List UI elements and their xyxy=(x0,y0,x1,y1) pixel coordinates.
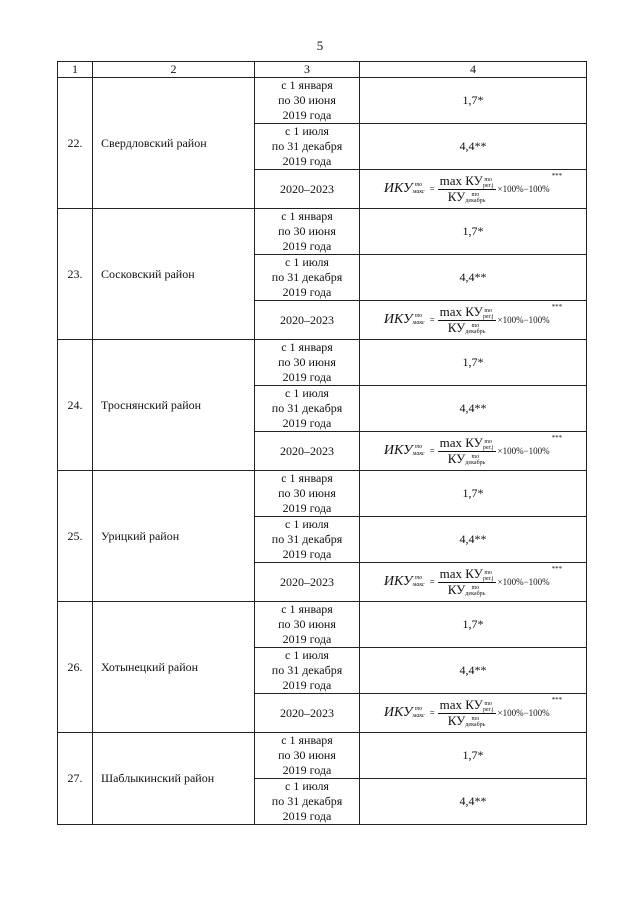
formula-lhs-sup: mo xyxy=(414,181,423,188)
index-value: 4,4** xyxy=(360,517,587,563)
header-col-4: 4 xyxy=(360,62,587,78)
formula-den-sup: mo xyxy=(471,191,480,198)
formula-fraction xyxy=(438,698,496,727)
formula-den-sub: декабрь xyxy=(465,328,486,335)
index-value: 4,4** xyxy=(360,386,587,432)
table-body xyxy=(58,78,587,825)
formula-lhs xyxy=(384,312,425,328)
period-cell: с 1 июля по 31 декабря 2019 года xyxy=(255,386,360,432)
period-cell: с 1 января по 30 июня 2019 года xyxy=(255,733,360,779)
formula-den-sub: декабрь xyxy=(465,459,486,466)
period-cell: 2020–2023 xyxy=(255,563,360,602)
formula-lhs-sub: макс xyxy=(412,188,425,195)
formula-lhs-sub: макс xyxy=(412,319,425,326)
formula-denominator xyxy=(448,190,486,204)
formula-lhs-sub: макс xyxy=(412,450,425,457)
formula-den-text: КУ xyxy=(447,450,466,466)
index-value: 1,7* xyxy=(360,471,587,517)
table-row xyxy=(58,471,587,517)
formula-num-sub: рег.j xyxy=(482,575,494,582)
formula-equals: = xyxy=(429,446,435,456)
formula-num-sup: mo xyxy=(484,569,493,576)
period-cell: с 1 января по 30 июня 2019 года xyxy=(255,340,360,386)
formula-lhs-text: ИКУ xyxy=(383,574,413,589)
formula-num-text: max КУ xyxy=(439,435,483,451)
table-row xyxy=(58,78,587,124)
formula-lhs-text: ИКУ xyxy=(383,705,413,720)
formula-numerator xyxy=(438,567,496,582)
formula-lhs-text: ИКУ xyxy=(383,181,413,196)
formula-numerator xyxy=(438,436,496,451)
formula-den-text: КУ xyxy=(447,319,466,335)
table-row xyxy=(58,209,587,255)
formula-num-sup: mo xyxy=(484,176,493,183)
period-cell: 2020–2023 xyxy=(255,301,360,340)
formula-footnote-mark: *** xyxy=(551,565,563,574)
period-cell: с 1 января по 30 июня 2019 года xyxy=(255,602,360,648)
formula-tail: ×100%−100% xyxy=(497,577,550,587)
index-value: 1,7* xyxy=(360,733,587,779)
formula-num-sup: mo xyxy=(484,438,493,445)
period-cell: с 1 января по 30 июня 2019 года xyxy=(255,78,360,124)
index-formula xyxy=(360,174,586,203)
formula-lhs xyxy=(384,574,425,590)
formula-fraction xyxy=(438,305,496,334)
formula-lhs-text: ИКУ xyxy=(383,443,413,458)
row-number: 26. xyxy=(58,602,93,733)
formula-den-sup: mo xyxy=(471,715,480,722)
formula-numerator xyxy=(438,305,496,320)
index-formula xyxy=(360,305,586,334)
formula-equals: = xyxy=(429,708,435,718)
period-cell: 2020–2023 xyxy=(255,432,360,471)
header-col-2: 2 xyxy=(93,62,255,78)
header-col-1: 1 xyxy=(58,62,93,78)
formula-tail: ×100%−100% xyxy=(497,708,550,718)
index-value: 1,7* xyxy=(360,78,587,124)
formula-num-text: max КУ xyxy=(439,173,483,189)
formula-lhs-sub: макс xyxy=(412,581,425,588)
period-cell: с 1 июля по 31 декабря 2019 года xyxy=(255,124,360,170)
district-name: Троснянский район xyxy=(93,340,255,471)
formula-lhs-sup: mo xyxy=(414,443,423,450)
formula-tail: ×100%−100% xyxy=(497,446,550,456)
formula-lhs-text: ИКУ xyxy=(383,312,413,327)
period-cell: 2020–2023 xyxy=(255,170,360,209)
formula-tail: ×100%−100% xyxy=(497,315,550,325)
formula-fraction xyxy=(438,436,496,465)
formula-den-sup: mo xyxy=(471,584,480,591)
row-number: 25. xyxy=(58,471,93,602)
formula-footnote-mark: *** xyxy=(551,696,563,705)
row-number: 22. xyxy=(58,78,93,209)
formula-numerator xyxy=(438,174,496,189)
formula-lhs-sub: макс xyxy=(412,712,425,719)
formula-lhs-sup: mo xyxy=(414,312,423,319)
table-row xyxy=(58,340,587,386)
index-formula xyxy=(360,698,586,727)
formula-denominator xyxy=(448,583,486,597)
formula-cell xyxy=(360,301,587,340)
formula-num-sub: рег.j xyxy=(482,313,494,320)
formula-num-sub: рег.j xyxy=(482,706,494,713)
formula-denominator xyxy=(448,452,486,466)
header-col-3: 3 xyxy=(255,62,360,78)
formula-num-sup: mo xyxy=(484,307,493,314)
formula-denominator xyxy=(448,321,486,335)
formula-tail: ×100%−100% xyxy=(497,184,550,194)
index-value: 1,7* xyxy=(360,209,587,255)
formula-equals: = xyxy=(429,315,435,325)
formula-den-sup: mo xyxy=(471,453,480,460)
formula-num-text: max КУ xyxy=(439,304,483,320)
formula-denominator xyxy=(448,714,486,728)
formula-num-sup: mo xyxy=(484,700,493,707)
table-row xyxy=(58,602,587,648)
formula-lhs xyxy=(384,181,425,197)
header-row xyxy=(58,62,587,78)
formula-footnote-mark: *** xyxy=(551,434,563,443)
formula-lhs xyxy=(384,443,425,459)
index-value: 1,7* xyxy=(360,602,587,648)
formula-den-text: КУ xyxy=(447,581,466,597)
row-number: 24. xyxy=(58,340,93,471)
formula-cell xyxy=(360,563,587,602)
formula-lhs-sup: mo xyxy=(414,705,423,712)
page-number: 5 xyxy=(316,38,324,53)
formula-footnote-mark: *** xyxy=(551,172,563,181)
formula-cell xyxy=(360,170,587,209)
formula-den-text: КУ xyxy=(447,712,466,728)
formula-num-text: max КУ xyxy=(439,566,483,582)
formula-den-sub: декабрь xyxy=(465,721,486,728)
index-value: 4,4** xyxy=(360,779,587,825)
formula-lhs-sup: mo xyxy=(414,574,423,581)
period-cell: с 1 января по 30 июня 2019 года xyxy=(255,209,360,255)
formula-equals: = xyxy=(429,577,435,587)
formula-equals: = xyxy=(429,184,435,194)
district-name: Свердловский район xyxy=(93,78,255,209)
period-cell: с 1 января по 30 июня 2019 года xyxy=(255,471,360,517)
index-formula xyxy=(360,436,586,465)
row-number: 23. xyxy=(58,209,93,340)
formula-num-sub: рег.j xyxy=(482,182,494,189)
district-name: Сосковский район xyxy=(93,209,255,340)
district-name: Урицкий район xyxy=(93,471,255,602)
formula-cell xyxy=(360,694,587,733)
formula-lhs xyxy=(384,705,425,721)
formula-den-sub: декабрь xyxy=(465,197,486,204)
formula-fraction xyxy=(438,174,496,203)
table-row xyxy=(58,733,587,779)
formula-den-text: КУ xyxy=(447,188,466,204)
district-name: Хотынецкий район xyxy=(93,602,255,733)
period-cell: 2020–2023 xyxy=(255,694,360,733)
formula-den-sub: декабрь xyxy=(465,590,486,597)
index-formula xyxy=(360,567,586,596)
period-cell: с 1 июля по 31 декабря 2019 года xyxy=(255,648,360,694)
index-value: 1,7* xyxy=(360,340,587,386)
formula-fraction xyxy=(438,567,496,596)
district-name: Шаблыкинский район xyxy=(93,733,255,825)
formula-numerator xyxy=(438,698,496,713)
index-value: 4,4** xyxy=(360,648,587,694)
formula-den-sup: mo xyxy=(471,322,480,329)
formula-num-text: max КУ xyxy=(439,697,483,713)
row-number: 27. xyxy=(58,733,93,825)
index-value: 4,4** xyxy=(360,124,587,170)
index-value: 4,4** xyxy=(360,255,587,301)
formula-footnote-mark: *** xyxy=(551,303,563,312)
period-cell: с 1 июля по 31 декабря 2019 года xyxy=(255,779,360,825)
period-cell: с 1 июля по 31 декабря 2019 года xyxy=(255,517,360,563)
tariff-table xyxy=(57,61,587,825)
period-cell: с 1 июля по 31 декабря 2019 года xyxy=(255,255,360,301)
formula-cell xyxy=(360,432,587,471)
formula-num-sub: рег.j xyxy=(482,444,494,451)
